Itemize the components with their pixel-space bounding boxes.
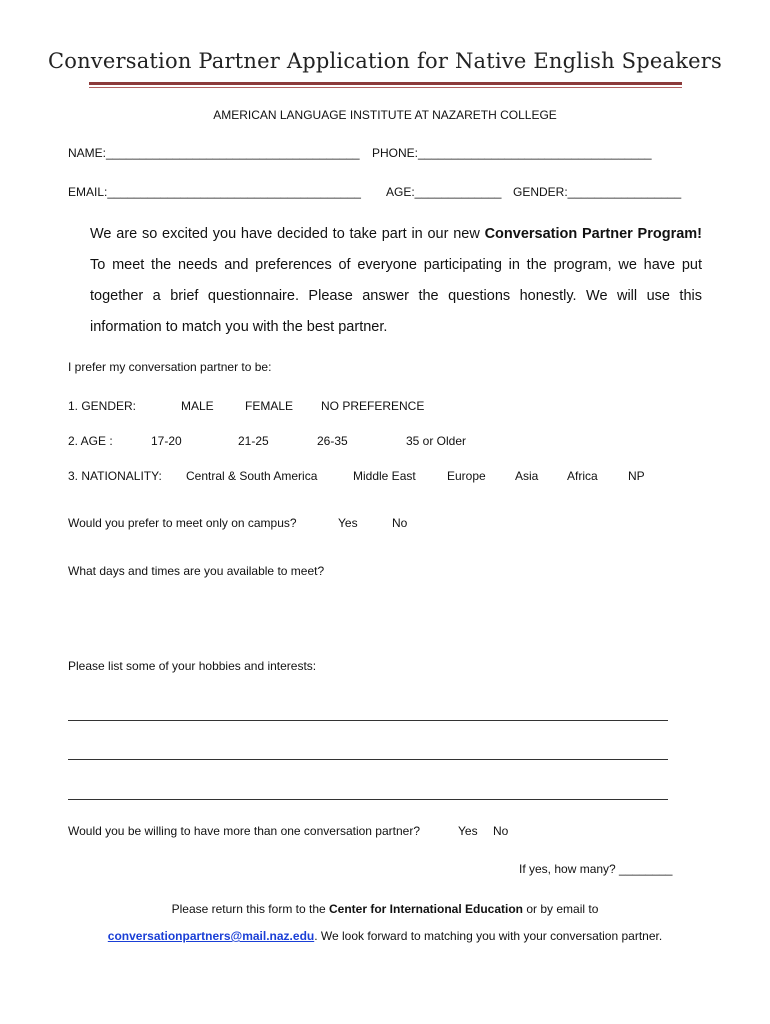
return-closing: conversationpartners@mail.naz.edu. We look forward to matching you with your conversation partner. [107, 929, 663, 943]
email-field[interactable]: EMAIL:______________________________________ [68, 185, 361, 199]
multiple-option-yes[interactable]: Yes [458, 824, 478, 838]
age-question-label: 2. AGE : [68, 434, 113, 448]
age-field[interactable]: AGE:_____________ [386, 185, 502, 199]
gender-question-label: 1. GENDER: [68, 399, 137, 413]
hobbies-answer-line-2[interactable] [68, 759, 668, 760]
hobbies-answer-line-3[interactable] [68, 799, 668, 800]
multiple-partners-question: Would you be willing to have more than one conversation partner? [68, 824, 420, 838]
phone-field[interactable]: PHONE:___________________________________ [372, 146, 652, 160]
gender-field[interactable]: GENDER:_________________ [513, 185, 682, 199]
nationality-option-middle-east[interactable]: Middle East [353, 469, 416, 483]
nationality-option-africa[interactable]: Africa [567, 469, 598, 483]
nationality-question-label: 3. NATIONALITY: [68, 469, 162, 483]
how-many-field[interactable]: If yes, how many? ________ [519, 862, 673, 876]
gender-option-male[interactable]: MALE [181, 399, 214, 413]
campus-option-no[interactable]: No [392, 516, 408, 530]
page-title: Conversation Partner Application for Native English Speakers [47, 49, 723, 73]
gender-option-no-preference[interactable]: NO PREFERENCE [321, 399, 425, 413]
prefer-intro: I prefer my conversation partner to be: [68, 360, 272, 374]
return-instructions: Please return this form to the Center for International Education or by email to [171, 902, 599, 916]
multiple-option-no[interactable]: No [493, 824, 509, 838]
contact-email-link[interactable]: conversationpartners@mail.naz.edu [107, 929, 315, 943]
age-option-21-25[interactable]: 21-25 [238, 434, 269, 448]
nationality-option-asia[interactable]: Asia [515, 469, 539, 483]
age-option-26-35[interactable]: 26-35 [317, 434, 348, 448]
title-rule-thin [89, 87, 682, 88]
nationality-option-central-south-america[interactable]: Central & South America [186, 469, 318, 483]
name-field[interactable]: NAME:______________________________________ [68, 146, 360, 160]
hobbies-answer-line-1[interactable] [68, 720, 668, 721]
campus-question: Would you prefer to meet only on campus? [68, 516, 297, 530]
age-option-17-20[interactable]: 17-20 [151, 434, 182, 448]
nationality-option-np[interactable]: NP [628, 469, 645, 483]
days-question: What days and times are you available to meet? [68, 564, 325, 578]
title-rule-thick [89, 82, 682, 85]
institute-name: AMERICAN LANGUAGE INSTITUTE AT NAZARETH COLLEGE [213, 108, 557, 122]
intro-paragraph: We are so excited you have decided to take part in our new Conversation Partner Program! To meet the needs and preferences of everyone participating in the program, we have put together a brief questionnaire. Please answer the questions honestly. We will use this information to match you with the best partner. [90, 226, 702, 335]
program-name: Conversation Partner Program! [484, 226, 702, 242]
hobbies-question: Please list some of your hobbies and interests: [68, 659, 317, 673]
center-name: Center for International Education [329, 902, 524, 916]
gender-option-female[interactable]: FEMALE [245, 399, 294, 413]
nationality-option-europe[interactable]: Europe [447, 469, 486, 483]
age-option-35-or-older[interactable]: 35 or Older [406, 434, 467, 448]
campus-option-yes[interactable]: Yes [338, 516, 358, 530]
